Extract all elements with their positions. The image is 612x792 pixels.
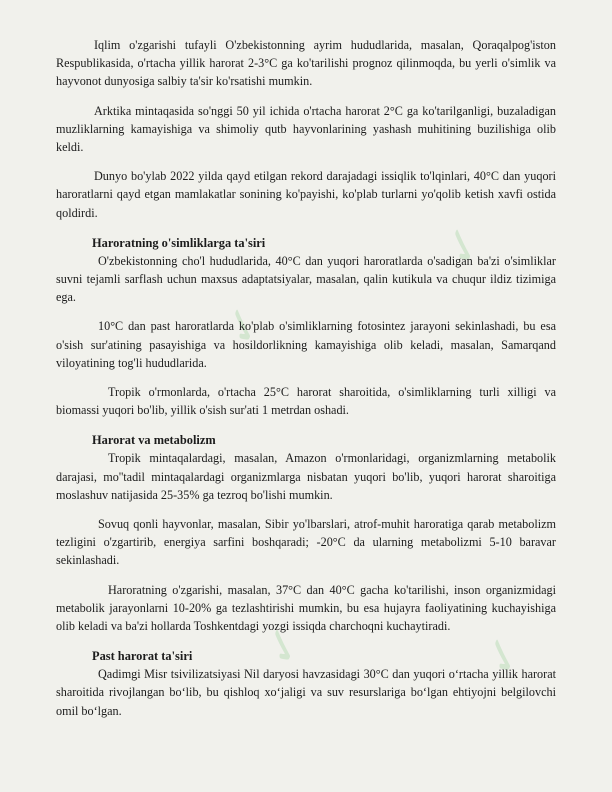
paragraph-4: O'zbekistonning cho'l hududlarida, 40°C dan yuqori haroratlarda o'sadigan ba'zi o'simliklar suvni tejamli sarflash uchun maxsus adaptatsiyalar, masalan, qalin kutikula va chuqur ildiz tizimiga ega. bbox=[56, 253, 556, 305]
watermark-2: ✓ bbox=[430, 210, 499, 276]
paragraph-1: Iqlim o'zgarishi tufayli O'zbekistonning ayrim hududlarida, masalan, Qoraqalpog'iston Respublikasida, o'rtacha yillik harorat 2-3°C ga ko'tarilishi prognoz qilinmoqda, bu yerli o'simlik va hayvonot dunyosiga salbiy ta'sir ko'rsatishi mumkin. bbox=[56, 38, 556, 89]
document-page bbox=[56, 36, 556, 720]
watermark-3: ✓ bbox=[250, 610, 319, 676]
paragraph-9: Haroratning o'zgarishi, masalan, 37°C dan 40°C gacha ko'tarilishi, inson organizmidagi metabolik jarayonlarni 10-20% ga tezlashtirishi mumkin, bu esa hujayra faoliyatining kuchayishiga olib keladi va ba'zi hollarda Toshkentdagi yozgi issiqda charchoqni kuchaytiradi. bbox=[56, 582, 556, 634]
paragraph-8: Sovuq qonli hayvonlar, masalan, Sibir yo'lbarslari, atrof-muhit haroratiga qarab metabolizm tezligini o'zgartirib, energiya sarfini boshqaradi; -20°C da ularning metabolizmi 5-10 baravar sekinlashadi. bbox=[56, 517, 556, 568]
heading-plants: Haroratning o'simliklarga ta'siri bbox=[92, 235, 266, 250]
watermark-4: ✓ bbox=[470, 620, 539, 686]
paragraph-7: Tropik mintaqalardagi, masalan, Amazon o'rmonlaridagi, organizmlarning metabolik darajasi, mo''tadil mintaqalardagi organizmlarga nisbatan yuqori bo'lib, yuqori harorat sharoitiga moslashuv natijasida 25-35% ga tezroq bo'lishi mumkin. bbox=[56, 451, 556, 502]
paragraph-2: Arktika mintaqasida so'nggi 50 yil ichida o'rtacha harorat 2°C ga ko'tarilganligi, buzaladigan muzliklarning kamayishiga va shimoliy qutb hayvonlarining yashash muhitining buzilishiga olib keldi. bbox=[56, 103, 556, 155]
paragraph-5: 10°C dan past haroratlarda ko'plab o'simliklarning fotosintez jarayoni sekinlashadi, bu esa o'sish sur'atining pasayishiga va hosildorlikning kamayishiga olib keladi, masalan, Samarqand viloyatining tog'li hududlarida. bbox=[56, 319, 556, 370]
paragraph-6: Tropik o'rmonlarda, o'rtacha 25°C harorat sharoitida, o'simliklarning turli xilligi va biomassi yuqori bo'lib, yillik o'sish sur'ati 1 metrdan oshadi. bbox=[56, 385, 556, 418]
paragraph-3: Dunyo bo'ylab 2022 yilda qayd etilgan rekord darajadagi issiqlik to'lqinlari, 40°C dan yuqori haroratlarni qayd etgan mamlakatlar sonining ko'payishi, ko'plab turlarni yo'qolib ketish xavfi ostida qoldirdi. bbox=[56, 169, 556, 220]
heading-metabolism: Harorat va metabolizm bbox=[92, 433, 216, 448]
paragraph-10: Qadimgi Misr tsivilizatsiyasi Nil daryosi havzasidagi 30°C dan yuqori o‘rtacha yillik harorat sharoitida rivojlangan bo‘lib, bu qishloq xo‘jaligi va suv resurslariga bo‘lgan ehtiyojni belgilovchi omil bo‘lgan. bbox=[56, 667, 556, 718]
heading-low-temperature: Past harorat ta'siri bbox=[92, 649, 193, 664]
watermark-1: ✓ bbox=[210, 290, 279, 356]
